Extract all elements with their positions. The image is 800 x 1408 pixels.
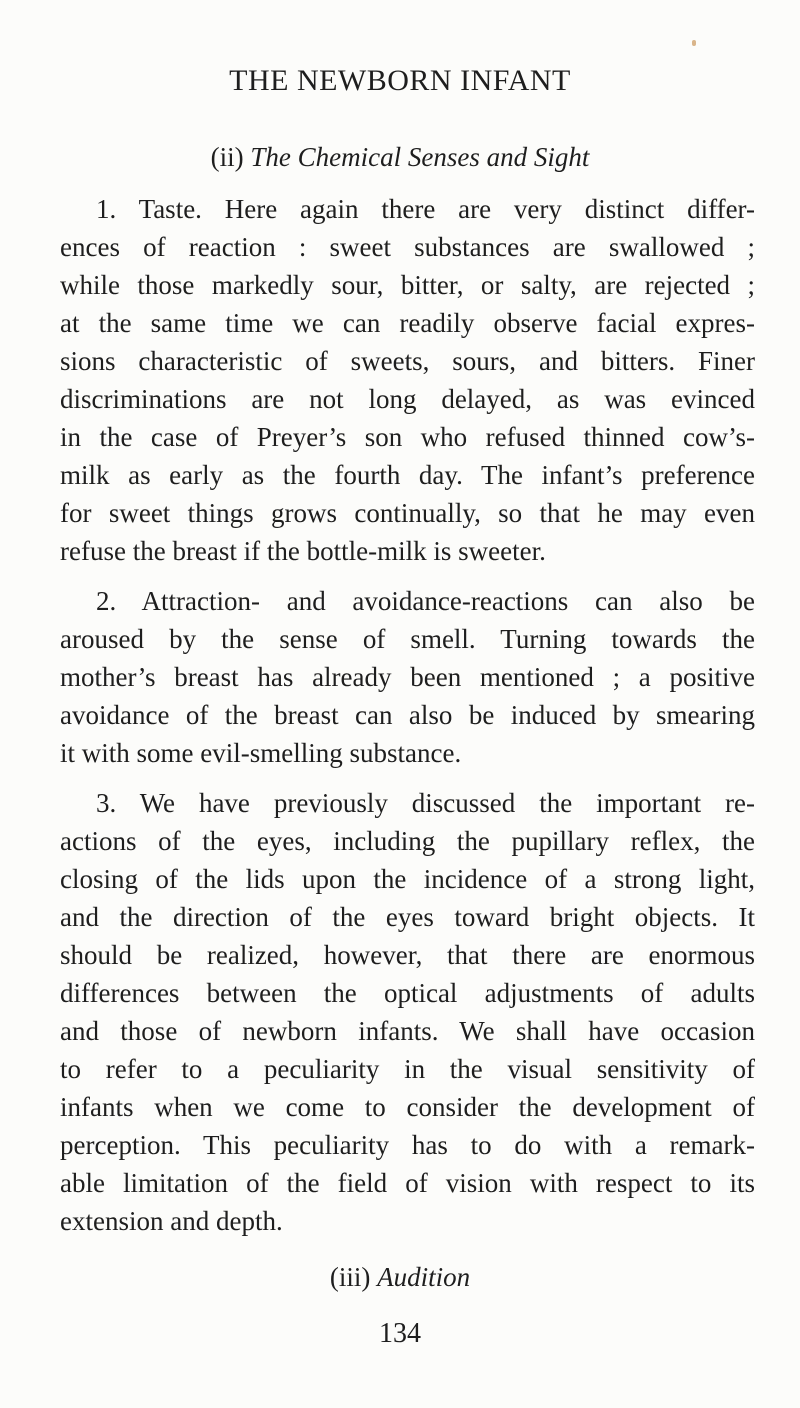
text-line: perception. This peculiarity has to do with a remark-	[60, 1130, 755, 1160]
text-line: 1. Taste. Here again there are very distinct differ-	[96, 194, 755, 224]
text-line: extension and depth.	[60, 1206, 283, 1236]
text-line: in the case of Preyer’s son who refused thinned cow’s-	[60, 422, 755, 452]
text-line: closing of the lids upon the incidence of a strong light,	[60, 864, 755, 894]
text-line: at the same time we can readily observe facial expres-	[60, 308, 755, 338]
text-line: and those of newborn infants. We shall have occasion	[60, 1016, 755, 1046]
text-line: milk as early as the fourth day. The infant’s preference	[60, 460, 755, 490]
section-title: The Chemical Senses and Sight	[250, 142, 590, 172]
paper-blemish	[692, 40, 696, 46]
section-heading-iii	[0, 1262, 800, 1293]
page-number: 134	[379, 1318, 421, 1349]
text-line: for sweet things grows continually, so that he may even	[60, 498, 755, 528]
section-heading-ii	[0, 142, 800, 173]
text-line: sions characteristic of sweets, sours, and bitters. Finer	[60, 346, 755, 376]
text-line: infants when we come to consider the development of	[60, 1092, 755, 1122]
section-title: Audition	[377, 1262, 471, 1292]
text-line: should be realized, however, that there are enormous	[60, 940, 755, 970]
text-line: discriminations are not long delayed, as was evinced	[60, 384, 755, 414]
text-line: mother’s breast has already been mentioned ; a positive	[60, 662, 755, 692]
section-number: (iii)	[329, 1262, 371, 1292]
text-line: avoidance of the breast can also be induced by smearing	[60, 700, 755, 730]
text-line: 3. We have previously discussed the important re-	[96, 788, 755, 818]
section-number: (ii)	[210, 142, 244, 172]
text-line: while those markedly sour, bitter, or salty, are rejected ;	[60, 270, 755, 300]
running-head: THE NEWBORN INFANT	[229, 64, 571, 97]
text-line: and the direction of the eyes toward bright objects. It	[60, 902, 755, 932]
text-line: to refer to a peculiarity in the visual sensitivity of	[60, 1054, 755, 1084]
text-line: refuse the breast if the bottle-milk is sweeter.	[60, 536, 546, 566]
text-line: differences between the optical adjustments of adults	[60, 978, 755, 1008]
text-line: ences of reaction : sweet substances are swallowed ;	[60, 232, 755, 262]
text-line: able limitation of the field of vision with respect to its	[60, 1168, 755, 1198]
text-line: 2. Attraction- and avoidance-reactions can also be	[96, 586, 755, 616]
text-line: actions of the eyes, including the pupillary reflex, the	[60, 826, 755, 856]
text-line: it with some evil-smelling substance.	[60, 738, 462, 768]
text-line: aroused by the sense of smell. Turning towards the	[60, 624, 755, 654]
